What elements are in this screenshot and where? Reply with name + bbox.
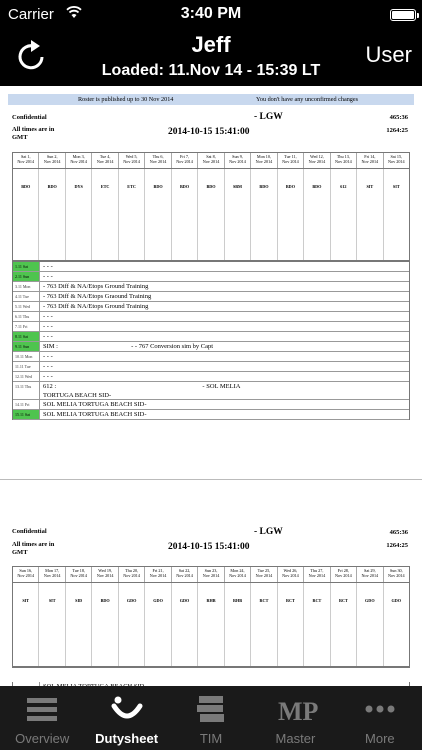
day-label: 2.11 Sun: [13, 272, 40, 281]
day-header-cell: Tue 11, Nov 2014: [278, 153, 304, 168]
day-label: 6.11 Thu: [13, 312, 40, 321]
duty-column[interactable]: [39, 169, 65, 260]
list-item: [13, 332, 409, 342]
duty-column[interactable]: [119, 169, 145, 260]
duty-code: RCT: [259, 598, 269, 603]
tab-label: More: [365, 731, 395, 746]
activity-text: - 763 Diff & NA/Etops Ground Training: [43, 283, 149, 290]
day-header-cell: Sat 8, Nov 2014: [198, 153, 224, 168]
roster-grid-1: [12, 152, 410, 262]
day-header-cell: Sun 23, Nov 2014: [198, 567, 224, 582]
duty-column[interactable]: [92, 169, 118, 260]
tab-overview[interactable]: [0, 686, 84, 750]
list-item: [13, 322, 409, 332]
day-header-cell: Sun 9, Nov 2014: [225, 153, 251, 168]
duty-code: GDO: [153, 598, 163, 603]
duty-code: SIT: [366, 184, 374, 189]
tab-label: Overview: [15, 731, 70, 746]
tab-bar: [0, 686, 422, 750]
duty-column[interactable]: [304, 583, 330, 666]
day-header-cell: Sat 1, Nov 2014: [13, 153, 39, 168]
day-label: 12.11 Wed: [13, 372, 40, 381]
day-label: 11.11 Tue: [13, 362, 40, 371]
duty-column[interactable]: [331, 169, 357, 260]
books-stack-icon: [194, 692, 228, 726]
duty-column[interactable]: [172, 169, 198, 260]
duty-code: RHB: [206, 598, 216, 603]
day-header-cell: Fri 14, Nov 2014: [357, 153, 383, 168]
svg-text:MP: MP: [278, 697, 319, 726]
day-header-cell: Sun 2, Nov 2014: [39, 153, 65, 168]
clock: 3:40 PM: [180, 5, 242, 22]
more-dots-icon: [363, 692, 397, 726]
duty-code: SBM: [232, 184, 243, 189]
duty-code: RHB: [232, 598, 243, 603]
list-item: [13, 302, 409, 312]
duty-code: GDO: [365, 598, 375, 603]
tab-more[interactable]: [338, 686, 422, 750]
activity-text: - - -: [43, 363, 53, 370]
duty-code: BDO: [180, 184, 190, 189]
day-header-cell: Fri 21, Nov 2014: [145, 567, 171, 582]
day-label: 10.11 Mon: [13, 352, 40, 361]
duty-column[interactable]: [39, 583, 65, 666]
duty-column[interactable]: [357, 169, 383, 260]
duty-column[interactable]: [304, 169, 330, 260]
activity-text: - 763 Diff & NA/Etops Graound Training: [43, 293, 152, 300]
tab-tim[interactable]: [169, 686, 253, 750]
activity-text: SIM : - - 767 Conversion sim by Capt: [43, 343, 214, 350]
duty-hours-total: 1264:25: [386, 127, 408, 134]
duty-code: SIT: [392, 184, 400, 189]
day-label: 8.11 Sat: [13, 332, 40, 341]
duty-code: GDO: [126, 598, 137, 603]
duty-code: 612: [340, 184, 347, 189]
duty-code: ETC: [100, 184, 110, 189]
list-item: [13, 352, 409, 362]
user-button[interactable]: User: [365, 42, 412, 67]
tab-master[interactable]: [253, 686, 337, 750]
duty-column[interactable]: [66, 169, 92, 260]
duty-code: SIT: [22, 598, 30, 603]
list-item: [13, 292, 409, 302]
base-label: - LGW: [254, 527, 283, 537]
duty-code: DYS: [74, 184, 83, 189]
activity-text: - - -: [43, 273, 53, 280]
roster-page-2: [8, 506, 414, 706]
tab-label: Master: [275, 731, 316, 746]
duty-code: GDO: [179, 598, 190, 603]
duty-code: BDO: [21, 184, 31, 189]
day-header-cell: Wed 5, Nov 2014: [119, 153, 145, 168]
duty-code: BDO: [312, 184, 322, 189]
day-header-cell: Wed 19, Nov 2014: [92, 567, 118, 582]
roster-page-1: [8, 86, 414, 466]
duty-column[interactable]: [225, 169, 251, 260]
duty-column[interactable]: [198, 169, 224, 260]
duty-code: BDO: [259, 184, 269, 189]
duty-column[interactable]: [145, 169, 171, 260]
list-item: [13, 362, 409, 372]
list-item: [13, 382, 409, 400]
times-note-gmt: GMT: [12, 549, 28, 556]
loaded-timestamp: Loaded: 11.Nov 14 - 15:39 LT: [101, 62, 321, 79]
roster-grid-2: [12, 566, 410, 668]
day-label: 4.11 Tue: [13, 292, 40, 301]
duty-code: GDO: [391, 598, 402, 603]
duty-code: SID: [75, 598, 83, 603]
duty-column[interactable]: [66, 583, 92, 666]
duty-column[interactable]: [251, 583, 277, 666]
base-label: - LGW: [254, 112, 283, 122]
activity-text: SOL MELIA TORTUGA BEACH SID-: [43, 401, 147, 408]
list-item: [13, 282, 409, 292]
activity-text: - 763 Diff & NA/Etops Ground Training: [43, 303, 149, 310]
day-header-cell: Tue 18, Nov 2014: [66, 567, 92, 582]
tui-smile-icon: [110, 692, 144, 726]
day-header-cell: Mon 17, Nov 2014: [39, 567, 65, 582]
dutysheet-content[interactable]: [0, 86, 422, 686]
day-header-cell: Wed 26, Nov 2014: [278, 567, 304, 582]
day-label: 13.11 Thu: [13, 382, 40, 399]
duty-code: RCT: [312, 598, 322, 603]
duty-code: RCT: [338, 598, 348, 603]
day-header-cell: Mon 10, Nov 2014: [251, 153, 277, 168]
duty-code: RCT: [286, 598, 295, 603]
confidential-label: Confidential: [12, 528, 47, 535]
day-label: 5.11 Wed: [13, 302, 40, 311]
published-notice: Roster is published up to 30 Nov 2014: [78, 96, 174, 103]
duty-detail-row: [13, 169, 409, 261]
roster-activity-list: [12, 262, 410, 420]
duty-column[interactable]: [119, 583, 145, 666]
mp-logo-icon: [278, 692, 319, 726]
activity-text: - - -: [43, 263, 53, 270]
duty-detail-row: [13, 583, 409, 667]
status-bar: [0, 0, 422, 30]
activity-text: - - -: [43, 323, 53, 330]
confidential-label: Confidential: [12, 114, 47, 121]
carrier-label: Carrier: [8, 6, 54, 23]
day-label: 15.11 Sat: [13, 410, 40, 419]
times-note: All times are in: [12, 541, 55, 548]
day-header-cell: Thu 6, Nov 2014: [145, 153, 171, 168]
list-item: [13, 372, 409, 382]
activity-text: - - -: [43, 353, 53, 360]
day-header-cell: Mon 24, Nov 2014: [225, 567, 251, 582]
day-label: 9.11 Sun: [13, 342, 40, 351]
day-header-row: [13, 567, 409, 583]
duty-column[interactable]: [92, 583, 118, 666]
duty-column[interactable]: [251, 169, 277, 260]
tab-label: TIM: [199, 731, 223, 746]
duty-column[interactable]: [13, 169, 39, 260]
overview-list-icon: [25, 692, 59, 726]
day-header-cell: Sat 15, Nov 2014: [387, 154, 405, 164]
duty-column[interactable]: [331, 583, 357, 666]
day-header-cell: Thu 13, Nov 2014: [331, 153, 357, 168]
day-label: 1.11 Sat: [13, 262, 40, 271]
roster-notice: [8, 94, 414, 105]
duty-column[interactable]: [13, 583, 39, 666]
tab-label: Dutysheet: [95, 731, 159, 746]
roster-timestamp: 2014-10-15 15:41:00: [168, 542, 250, 552]
duty-hours-total: 1264:25: [386, 542, 408, 549]
day-header-cell: Sat 22, Nov 2014: [172, 567, 198, 582]
duty-code: ETC: [127, 184, 136, 189]
day-header-cell: Sun 16, Nov 2014: [13, 567, 39, 582]
duty-code: BDO: [100, 598, 110, 603]
day-header-cell: Sat 29, Nov 2014: [357, 567, 383, 582]
day-header-cell: Wed 12, Nov 2014: [304, 153, 330, 168]
list-item: [13, 410, 409, 420]
duty-column[interactable]: [384, 583, 409, 666]
activity-text: - - -: [43, 373, 53, 380]
list-item: [13, 312, 409, 322]
block-hours-total: 465:36: [389, 529, 408, 536]
roster-timestamp: 2014-10-15 15:41:00: [168, 127, 250, 137]
changes-notice: You don't have any unconfirmed changes: [256, 96, 359, 103]
duty-code: BDO: [47, 184, 57, 189]
list-item: [13, 272, 409, 282]
activity-text: - - -: [43, 333, 53, 340]
times-note: All times are in: [12, 126, 55, 133]
day-header-cell: Fri 28, Nov 2014: [331, 567, 357, 582]
day-label: 7.11 Fri: [13, 322, 40, 331]
duty-column[interactable]: [357, 583, 383, 666]
duty-code: SIT: [48, 598, 56, 603]
day-header-cell: Mon 3, Nov 2014: [66, 153, 92, 168]
page-divider: [0, 479, 422, 480]
times-note-gmt: GMT: [12, 134, 28, 141]
activity-text: SOL MELIA TORTUGA BEACH SID-: [43, 411, 147, 418]
duty-column[interactable]: [278, 169, 304, 260]
duty-code: BDO: [206, 184, 216, 189]
activity-text: - - -: [43, 313, 53, 320]
navigation-bar: [0, 30, 422, 86]
day-header-cell: Thu 20, Nov 2014: [119, 567, 145, 582]
day-header-cell: Tue 25, Nov 2014: [251, 567, 277, 582]
day-header-cell: Fri 7, Nov 2014: [172, 153, 198, 168]
list-item: [13, 400, 409, 410]
duty-column[interactable]: [384, 169, 409, 260]
duty-column[interactable]: [225, 583, 251, 666]
battery-icon: [390, 9, 416, 21]
day-header-cell: Thu 27, Nov 2014: [304, 567, 330, 582]
activity-text: 612 : - SOL MELIA TORTUGA BEACH SID-: [43, 383, 241, 399]
day-label: 14.11 Fri: [13, 400, 40, 409]
block-hours-total: 465:36: [389, 114, 408, 121]
duty-code: BDO: [153, 184, 163, 189]
duty-column[interactable]: [278, 583, 304, 666]
list-item: [13, 262, 409, 272]
duty-column[interactable]: [198, 583, 224, 666]
duty-code: BDO: [285, 184, 295, 189]
day-header-cell: Tue 4, Nov 2014: [92, 153, 118, 168]
duty-column[interactable]: [172, 583, 198, 666]
page-title: Jeff: [191, 32, 231, 57]
day-header-cell: Sun 30, Nov 2014: [387, 568, 405, 578]
duty-column[interactable]: [145, 583, 171, 666]
tab-dutysheet[interactable]: [84, 686, 168, 750]
day-label: 3.11 Mon: [13, 282, 40, 291]
day-header-row: [13, 153, 409, 169]
list-item: [13, 342, 409, 352]
